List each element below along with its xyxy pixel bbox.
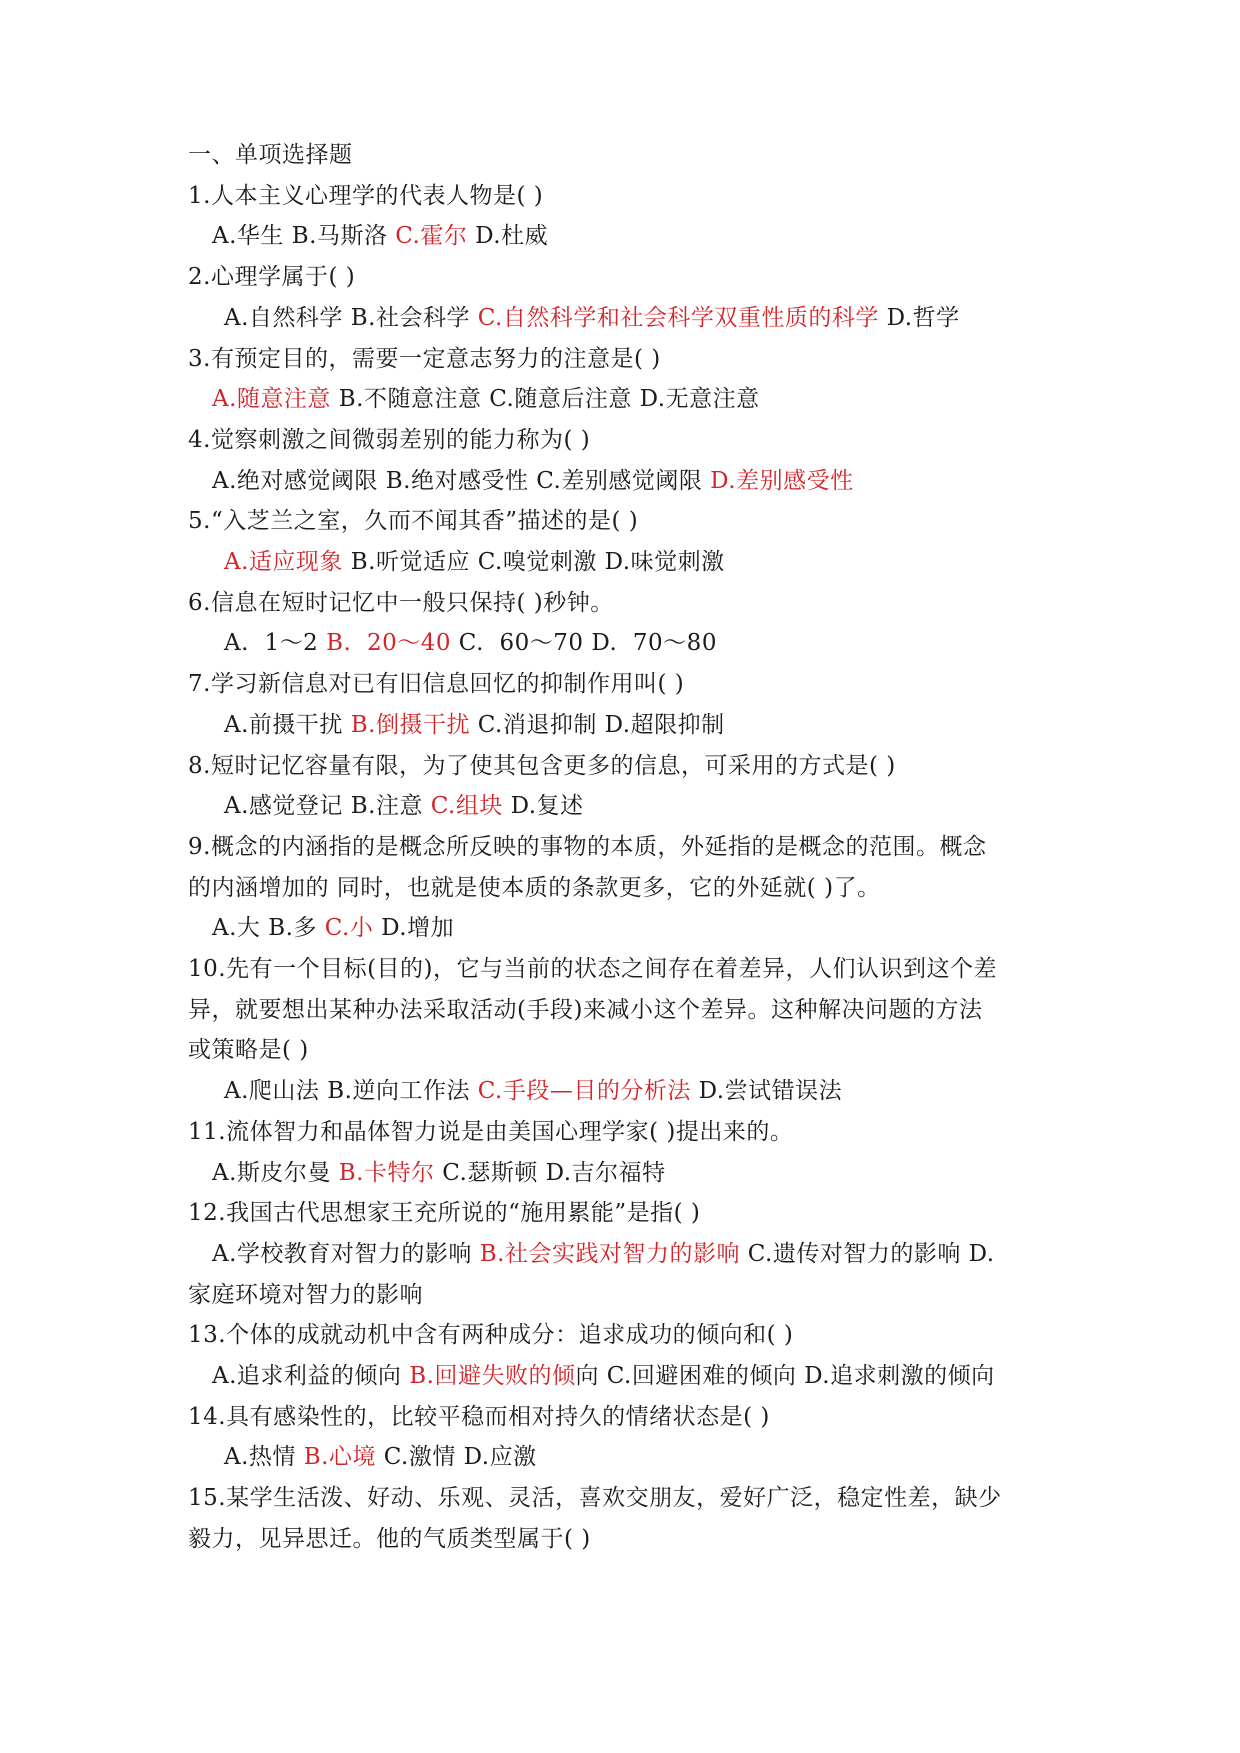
answer-options [212, 466, 854, 496]
option-text: A.感觉登记 B.注意 [224, 793, 431, 820]
answer-options [212, 384, 760, 414]
option-text: D.增加 [373, 915, 455, 942]
option-text: A.爬山法 B.逆向工作法 [224, 1078, 478, 1105]
question-stem: 异，就要想出某种办法采取活动(手段)来减小这个差异。这种解决问题的方法 [188, 996, 983, 1023]
option-text: A.大 B.多 [212, 915, 325, 942]
answer-options [224, 303, 960, 333]
correct-answer: C.自然科学和社会科学双重性质的科学 [477, 304, 879, 331]
answer-options [212, 221, 548, 251]
option-text: D.尝试错误法 [690, 1078, 843, 1105]
option-text: C.瑟斯顿 D.吉尔福特 [434, 1159, 666, 1186]
option-text: A.前摄干扰 [224, 711, 351, 738]
correct-answer: B.社会实践对智力的影响 [479, 1240, 740, 1267]
question-stem: 13.个体的成就动机中含有两种成分：追求成功的倾向和( ) [188, 1322, 794, 1349]
option-text: C.遗传对智力的影响 D. [739, 1240, 995, 1267]
question-stem: 12.我国古代思想家王充所说的“施用累能”是指( ) [188, 1200, 701, 1227]
answer-options [212, 1239, 995, 1269]
option-text: A.华生 B.马斯洛 [212, 223, 396, 250]
answer-options [224, 1076, 842, 1106]
question-stem: 3.有预定目的，需要一定意志努力的注意是( ) [188, 345, 661, 372]
option-text: B.听觉适应 C.嗅觉刺激 D.味觉刺激 [342, 549, 725, 575]
option-text: C.激情 D.应激 [375, 1444, 537, 1471]
answer-options [212, 1158, 666, 1188]
question-stem: 毅力，见异思迁。他的气质类型属于( ) [188, 1525, 591, 1552]
question-stem: 15.某学生活泼、好动、乐观、灵活，喜欢交朋友，爱好广泛，稳定性差，缺少 [188, 1485, 1002, 1512]
answer-options [224, 710, 725, 740]
option-text: C.消退抑制 D.超限抑制 [469, 711, 725, 738]
question-stem: 14.具有感染性的，比较平稳而相对持久的情绪状态是( ) [188, 1403, 770, 1430]
question-stem: 1.人本主义心理学的代表人物是( ) [188, 182, 544, 209]
option-text: A.斯皮尔曼 [212, 1159, 339, 1186]
option-text: D.哲学 [878, 304, 960, 331]
answer-options [224, 1442, 537, 1472]
correct-answer: B.卡特尔 [338, 1159, 435, 1186]
question-stem: 11.流体智力和晶体智力说是由美国心理学家( )提出来的。 [188, 1118, 794, 1145]
option-text: 向 C.回避困难的倾向 D.追求刺激的倾向 [575, 1363, 995, 1389]
question-stem: 5.“入芝兰之室，久而不闻其香”描述的是( ) [188, 508, 639, 535]
option-text: A.自然科学 B.社会科学 [224, 304, 478, 331]
correct-answer: B. 20～40 [326, 630, 451, 657]
correct-answer: C.手段—目的分析法 [477, 1078, 691, 1105]
correct-answer: C.组块 [430, 793, 503, 820]
question-stem: 的内涵增加的 同时，也就是使本质的条款更多，它的外延就( )了。 [188, 874, 881, 901]
correct-answer: B.倒摄干扰 [350, 711, 470, 738]
option-text: B.不随意注意 C.随意后注意 D.无意注意 [330, 386, 760, 413]
correct-answer: C.霍尔 [395, 223, 468, 250]
option-text: A.绝对感觉阈限 B.绝对感受性 C.差别感觉阈限 [212, 467, 711, 494]
option-text: 家庭环境对智力的影响 [188, 1281, 423, 1308]
correct-answer: D.差别感受性 [710, 467, 854, 494]
question-stem: 9.概念的内涵指的是概念所反映的事物的本质，外延指的是概念的范围。概念 [188, 833, 987, 860]
question-stem: 6.信息在短时记忆中一般只保持( )秒钟。 [188, 589, 614, 616]
answer-options [212, 1361, 995, 1391]
option-text: D.复述 [502, 793, 584, 820]
answer-options [188, 1280, 423, 1310]
answer-options [212, 913, 454, 943]
option-text: A.追求利益的倾向 [212, 1363, 410, 1389]
answer-options [224, 547, 725, 577]
question-stem: 7.学习新信息对已有旧信息回忆的抑制作用叫( ) [188, 671, 685, 698]
question-stem: 2.心理学属于( ) [188, 264, 356, 291]
answer-options [224, 791, 584, 821]
correct-answer: C.小 [324, 915, 374, 942]
correct-answer: B.回避失败的倾 [409, 1363, 576, 1389]
option-text: D.杜威 [467, 223, 549, 250]
option-text: C. 60～70 D. 70～80 [451, 630, 717, 657]
question-stem: 或策略是( ) [188, 1037, 309, 1064]
option-text: A. 1～2 [224, 630, 327, 657]
question-stem: 10.先有一个目标(目的)，它与当前的状态之间存在着差异，人们认识到这个差 [188, 956, 998, 982]
option-text: A.热情 [224, 1444, 304, 1471]
answer-options [224, 628, 717, 658]
correct-answer: A.适应现象 [224, 549, 343, 575]
question-stem: 4.觉察刺激之间微弱差别的能力称为( ) [188, 426, 591, 453]
correct-answer: B.心境 [303, 1444, 376, 1471]
question-stem: 8.短时记忆容量有限，为了使其包含更多的信息，可采用的方式是( ) [188, 752, 896, 779]
option-text: A.学校教育对智力的影响 [212, 1240, 480, 1267]
section-title: 一、单项选择题 [188, 142, 353, 168]
correct-answer: A.随意注意 [212, 386, 331, 413]
